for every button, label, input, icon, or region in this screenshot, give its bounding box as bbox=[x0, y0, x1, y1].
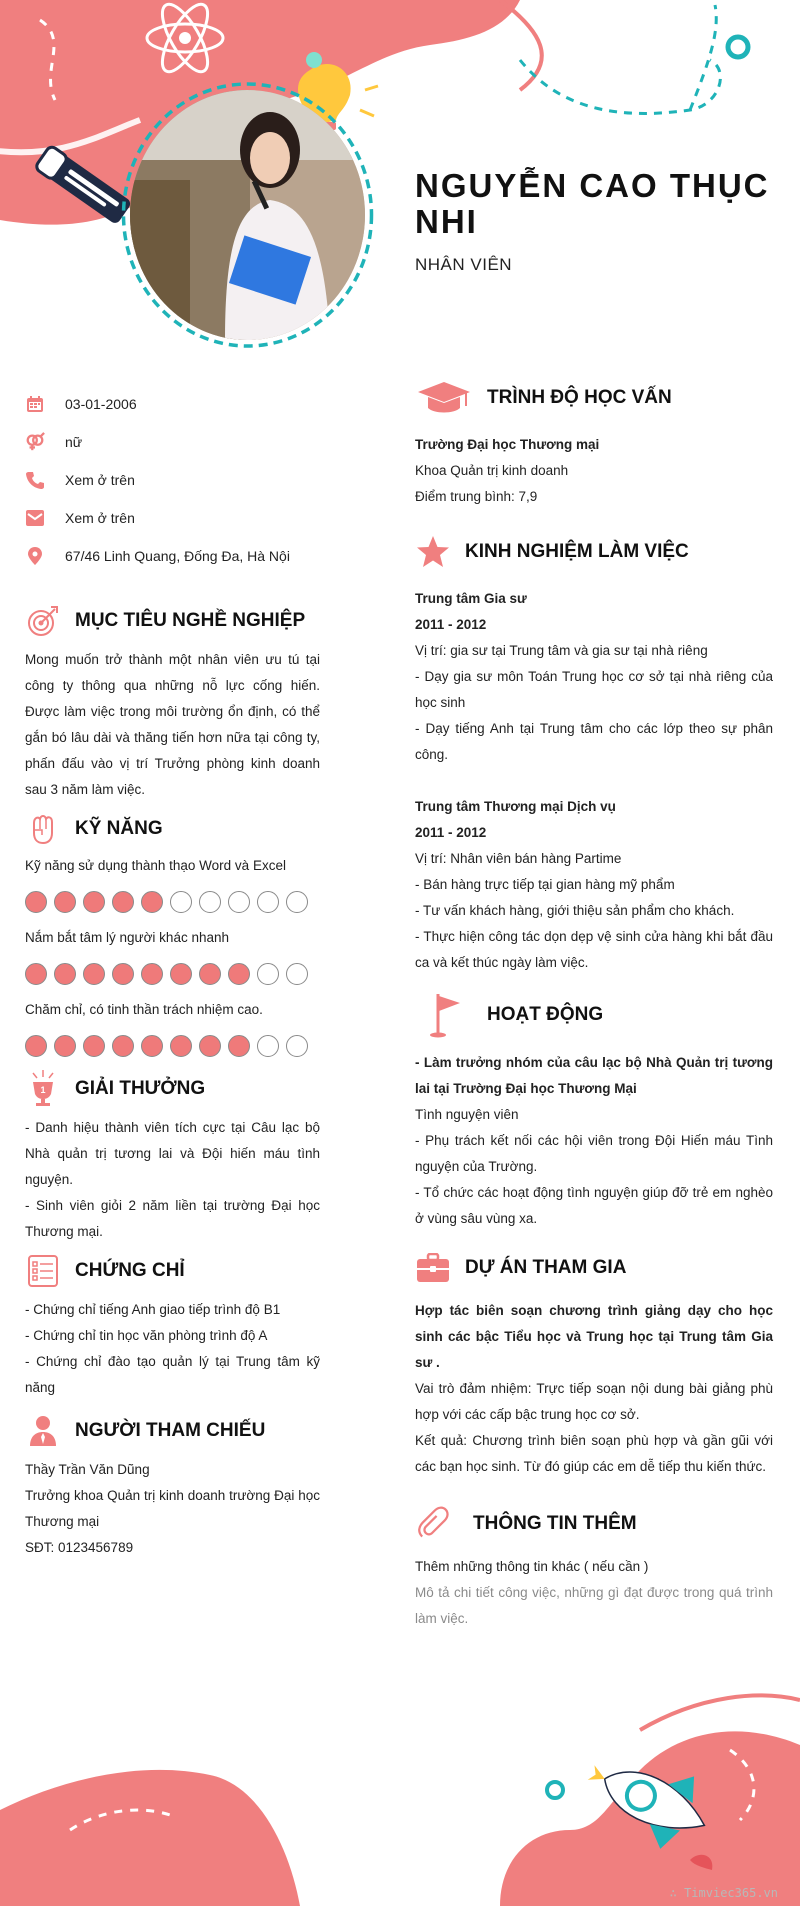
rating-dot-empty bbox=[286, 1035, 308, 1057]
rating-dot-filled bbox=[25, 963, 47, 985]
rating-dot-filled bbox=[112, 1035, 134, 1057]
contact-birthdate bbox=[25, 385, 320, 423]
rating-dot-filled bbox=[83, 891, 105, 913]
rating-dot-empty bbox=[286, 963, 308, 985]
phone-icon bbox=[25, 470, 45, 490]
paperclip-icon bbox=[415, 1506, 451, 1542]
rating-dot-filled bbox=[83, 1035, 105, 1057]
contact-text: 67/46 Linh Quang, Đống Đa, Hà Nội bbox=[65, 548, 290, 564]
activities-text: - Làm trưởng nhóm của câu lạc bộ Nhà Quản trị tương lai tại Trường Đại học Thương Mại Tình nguyện viên - Phụ trách kết nối các hội viên trong Đội Hiến máu Tình nguyện của Trường. - Tổ chức các hoạt động tình nguyện giúp đỡ trẻ em nghèo ở vùng sâu vùng xa. bbox=[415, 1055, 773, 1226]
contact-address bbox=[25, 537, 320, 575]
svg-text:1: 1 bbox=[40, 1085, 46, 1095]
skill-name: Kỹ năng sử dụng thành thạo Word và Excel bbox=[25, 858, 286, 873]
star-icon bbox=[415, 534, 451, 570]
profile-photo-frame bbox=[120, 80, 375, 350]
awards-heading: 1 GIẢI THƯỞNG bbox=[25, 1069, 320, 1109]
calendar-icon bbox=[25, 394, 45, 414]
fist-icon bbox=[25, 811, 61, 847]
rating-dot-filled bbox=[83, 963, 105, 985]
bottom-decoration bbox=[0, 1690, 800, 1906]
skill-name: Nắm bắt tâm lý người khác nhanh bbox=[25, 930, 229, 945]
circle-deco-icon bbox=[728, 37, 748, 57]
rating-dot-filled bbox=[170, 963, 192, 985]
awards-text: - Danh hiệu thành viên tích cực tại Câu lạc bộ Nhà quản trị tương lai và Đội hiến máu tình nguyện. - Sinh viên giỏi 2 năm liền tại trường Đại học Thương mại. bbox=[25, 1120, 320, 1239]
objective-heading: MỤC TIÊU NGHỀ NGHIỆP bbox=[25, 601, 320, 641]
watermark: ∴ Timviec365.vn bbox=[669, 1886, 778, 1900]
references-heading: NGƯỜI THAM CHIẾU bbox=[25, 1411, 320, 1451]
projects-text: Hợp tác biên soạn chương trình giảng dạy cho học sinh các bậc Tiểu học và Trung học tại Trung tâm Gia sư . Vai trò đảm nhiệm: Trực tiếp soạn nội dung bài giảng phù hợp với các cấp bậc trung học cơ sở. Kết quả: Chương trình biên soạn phù hợp và gần gũi với các bạn học sinh. Từ đó giúp các em dễ tiếp thu kiến thức. bbox=[415, 1303, 773, 1474]
rating-dot-empty bbox=[257, 891, 279, 913]
contact-text: 03-01-2006 bbox=[65, 396, 137, 412]
rating-dot-filled bbox=[141, 891, 163, 913]
rating-dot-filled bbox=[199, 963, 221, 985]
rating-dot-empty bbox=[199, 891, 221, 913]
email-icon bbox=[25, 508, 45, 528]
rating-dot-filled bbox=[54, 1035, 76, 1057]
skill-rating bbox=[25, 963, 320, 985]
rating-dot-filled bbox=[25, 1035, 47, 1057]
rating-dot-empty bbox=[286, 891, 308, 913]
objective-text: Mong muốn trở thành một nhân viên ưu tú tại công ty thông qua những nỗ lực cống hiến. Được làm việc trong môi trường ổn định, có thể gắn bó lâu dài và thăng tiến hơn nữa tại công ty, phấn đấu vào vị trí Trưởng phòng kinh doanh sau 3 năm làm việc. bbox=[25, 652, 320, 797]
certificates-heading: CHỨNG CHỈ bbox=[25, 1251, 320, 1291]
skills-heading: KỸ NĂNG bbox=[25, 809, 320, 849]
graduation-cap-icon bbox=[415, 378, 473, 418]
rating-dot-empty bbox=[170, 891, 192, 913]
location-icon bbox=[25, 546, 45, 566]
experience-heading: KINH NGHIỆM LÀM VIỆC bbox=[415, 532, 773, 572]
experience-job-1: Trung tâm Gia sư 2011 - 2012 Vị trí: gia sư tại Trung tâm và gia sư tại nhà riêng - Dạy gia sư môn Toán Trung học cơ sở tại nhà riêng của học sinh - Dạy tiếng Anh tại Trung tâm cho các lớp theo sự phân công. bbox=[415, 591, 773, 762]
references-text: Thầy Trần Văn Dũng Trưởng khoa Quản trị kinh doanh trường Đại học Thương mại SĐT: 0123456789 bbox=[25, 1462, 320, 1555]
rating-dot-filled bbox=[112, 963, 134, 985]
extra-text: Thêm những thông tin khác ( nếu cần ) Mô tả chi tiết công việc, những gì đạt được trong quá trình làm việc. bbox=[415, 1559, 773, 1626]
circle-deco-icon bbox=[547, 1782, 563, 1798]
rating-dot-empty bbox=[228, 891, 250, 913]
profile-photo bbox=[130, 90, 365, 340]
rating-dot-empty bbox=[257, 1035, 279, 1057]
contact-text: Xem ở trên bbox=[65, 510, 135, 526]
rating-dot-filled bbox=[199, 1035, 221, 1057]
person-icon bbox=[25, 1413, 61, 1449]
checklist-icon bbox=[25, 1253, 61, 1289]
right-column bbox=[415, 378, 773, 1632]
rating-dot-filled bbox=[54, 891, 76, 913]
rating-dot-filled bbox=[228, 1035, 250, 1057]
certificates-text: - Chứng chỉ tiếng Anh giao tiếp trình độ B1 - Chứng chỉ tin học văn phòng trình độ A - Chứng chỉ đào tạo quản lý tại Trung tâm kỹ năng bbox=[25, 1302, 320, 1395]
contact-email bbox=[25, 499, 320, 537]
candidate-role: NHÂN VIÊN bbox=[415, 255, 513, 274]
activities-heading: HOẠT ĐỘNG bbox=[415, 990, 773, 1040]
rating-dot-filled bbox=[141, 963, 163, 985]
contact-text: Xem ở trên bbox=[65, 472, 135, 488]
target-icon bbox=[25, 603, 61, 639]
rating-dot-filled bbox=[112, 891, 134, 913]
projects-heading: DỰ ÁN THAM GIA bbox=[415, 1248, 773, 1288]
rating-dot-filled bbox=[170, 1035, 192, 1057]
rating-dot-filled bbox=[141, 1035, 163, 1057]
gender-icon bbox=[25, 432, 45, 452]
left-column bbox=[25, 385, 320, 1561]
flag-icon bbox=[415, 990, 473, 1040]
education-text: Trường Đại học Thương mại Khoa Quản trị kinh doanh Điểm trung bình: 7,9 bbox=[415, 437, 600, 504]
rating-dot-empty bbox=[257, 963, 279, 985]
rating-dot-filled bbox=[228, 963, 250, 985]
skill-rating bbox=[25, 1035, 320, 1057]
skill-rating bbox=[25, 891, 320, 913]
rating-dot-filled bbox=[25, 891, 47, 913]
contact-text: nữ bbox=[65, 434, 83, 450]
briefcase-icon bbox=[415, 1250, 451, 1286]
candidate-name: NGUYỄN CAO THỤC NHI bbox=[415, 167, 770, 240]
experience-job-2: Trung tâm Thương mại Dịch vụ 2011 - 2012 Vị trí: Nhân viên bán hàng Partime - Bán hàng trực tiếp tại gian hàng mỹ phẩm - Tư vấn khách hàng, giới thiệu sản phẩm cho khách. - Thực hiện công tác dọn dẹp vệ sinh cửa hàng khi bắt đầu ca và kết thúc ngày làm việc. bbox=[415, 799, 773, 970]
extra-heading: THÔNG TIN THÊM bbox=[415, 1504, 773, 1544]
trophy-icon bbox=[25, 1071, 61, 1107]
contact-phone bbox=[25, 461, 320, 499]
skills-list bbox=[25, 853, 320, 1057]
education-heading: TRÌNH ĐỘ HỌC VẤN bbox=[415, 378, 773, 418]
rating-dot-filled bbox=[54, 963, 76, 985]
skill-name: Chăm chỉ, có tinh thần trách nhiệm cao. bbox=[25, 1002, 263, 1017]
contact-gender bbox=[25, 423, 320, 461]
